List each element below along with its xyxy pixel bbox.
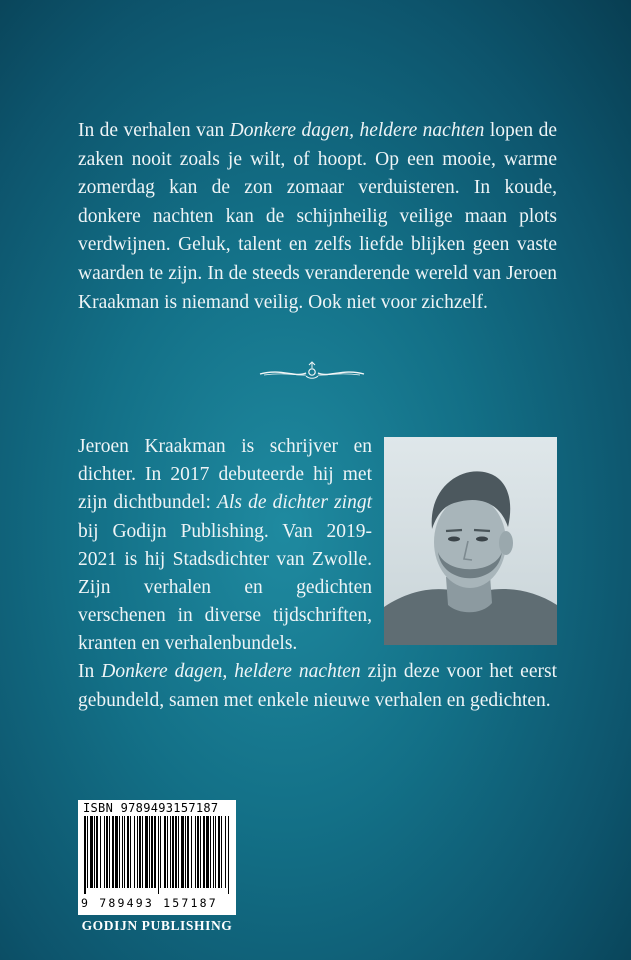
isbn-label: ISBN 9789493157187 <box>83 801 219 815</box>
barcode-bar <box>142 816 143 888</box>
barcode-bar <box>210 816 211 888</box>
barcode-bar <box>218 816 220 888</box>
bio-part1: Jeroen Kraakman is schrijver en dichter. In 2017 debuteerde hij met zijn dichtbundel: <box>78 436 372 514</box>
barcode-bar <box>167 816 168 888</box>
barcode-bar <box>200 816 201 888</box>
barcode-bar <box>172 816 174 888</box>
barcode-bar <box>170 816 171 888</box>
barcode-bar <box>203 816 205 888</box>
bio-part2: bij Godijn Publishing. Van 2019-2021 is hij Stadsdichter van Zwolle. Zijn verhalen en gedichten verschenen in diverse tijdschriften, kranten en verhalenbundels. <box>78 520 372 655</box>
bio-cont-text: zijn deze voor het eerst gebundeld, samen met enkele nieuwe verhalen en gedichten. <box>78 661 557 711</box>
barcode-bar <box>228 816 229 894</box>
blurb-text: lopen de zaken nooit zoals je wilt, of hoopt. Op een mooie, warme zomerdag kan de zon zomaar verduisteren. In koude, donkere nachten kan de schijnheilig veilige maan plots verdwijnen. Geluk, talent en zelfs liefde blijken geen vaste waarden te zijn. In de steeds veranderende wereld van Jeroen Kraakman is niemand veilig. Ook niet voor zichzelf. <box>78 120 558 313</box>
barcode-bar <box>154 816 156 888</box>
isbn-digits: 9 789493 157187 <box>81 896 218 910</box>
barcode-bar <box>181 816 184 888</box>
bio-cont-prefix: In <box>78 661 102 682</box>
barcode-bar <box>122 816 123 888</box>
barcode-bar <box>164 816 166 888</box>
barcode-bar <box>94 816 95 888</box>
author-portrait-icon <box>384 437 557 645</box>
barcode-bar <box>84 816 86 894</box>
barcode-bar <box>225 816 226 888</box>
barcode-bar <box>134 816 135 888</box>
barcode-bar <box>90 816 93 888</box>
barcode-bar <box>139 816 141 888</box>
barcode-bar <box>87 816 88 888</box>
barcode-bar <box>100 816 101 888</box>
barcode-bar <box>119 816 120 888</box>
barcode-bar <box>106 816 108 888</box>
barcode-bar <box>175 816 177 888</box>
barcode-bar <box>115 816 118 888</box>
blurb-prefix: In de verhalen van <box>78 120 230 141</box>
barcode-bar <box>158 816 159 894</box>
barcode-bar <box>185 816 186 888</box>
barcode-bar <box>187 816 189 888</box>
barcode-bar <box>191 816 192 888</box>
barcode-bar <box>221 816 222 888</box>
barcode-bar <box>197 816 199 888</box>
ornament-divider-icon <box>256 360 368 382</box>
barcode-bar <box>112 816 114 888</box>
barcode-bar <box>96 816 98 888</box>
barcode-bar <box>206 816 209 888</box>
barcode-bar <box>213 816 214 888</box>
blurb-book-title: Donkere dagen, heldere nachten <box>229 120 485 141</box>
bio-debut-title: Als de dichter zingt <box>217 492 372 514</box>
author-bio-continued <box>78 658 557 715</box>
author-photo <box>384 437 557 645</box>
barcode-bar <box>137 816 138 888</box>
bio-cont-book-title: Donkere dagen, heldere nachten <box>101 661 361 682</box>
barcode-bar <box>160 816 161 888</box>
barcode-bars-icon <box>82 816 232 894</box>
author-bio <box>78 433 372 659</box>
isbn-barcode <box>78 800 236 915</box>
barcode-bar <box>104 816 105 888</box>
barcode-bar <box>195 816 196 888</box>
barcode-bar <box>149 816 150 888</box>
barcode-bar <box>145 816 148 888</box>
publisher-name: GODIJN PUBLISHING <box>81 918 233 933</box>
barcode-bar <box>178 816 179 888</box>
back-cover-blurb <box>78 117 557 317</box>
barcode-bar <box>127 816 129 888</box>
barcode-bar <box>151 816 153 888</box>
barcode-bar <box>130 816 131 888</box>
barcode-bar <box>215 816 216 888</box>
barcode-bar <box>109 816 110 888</box>
barcode-bar <box>124 816 125 888</box>
